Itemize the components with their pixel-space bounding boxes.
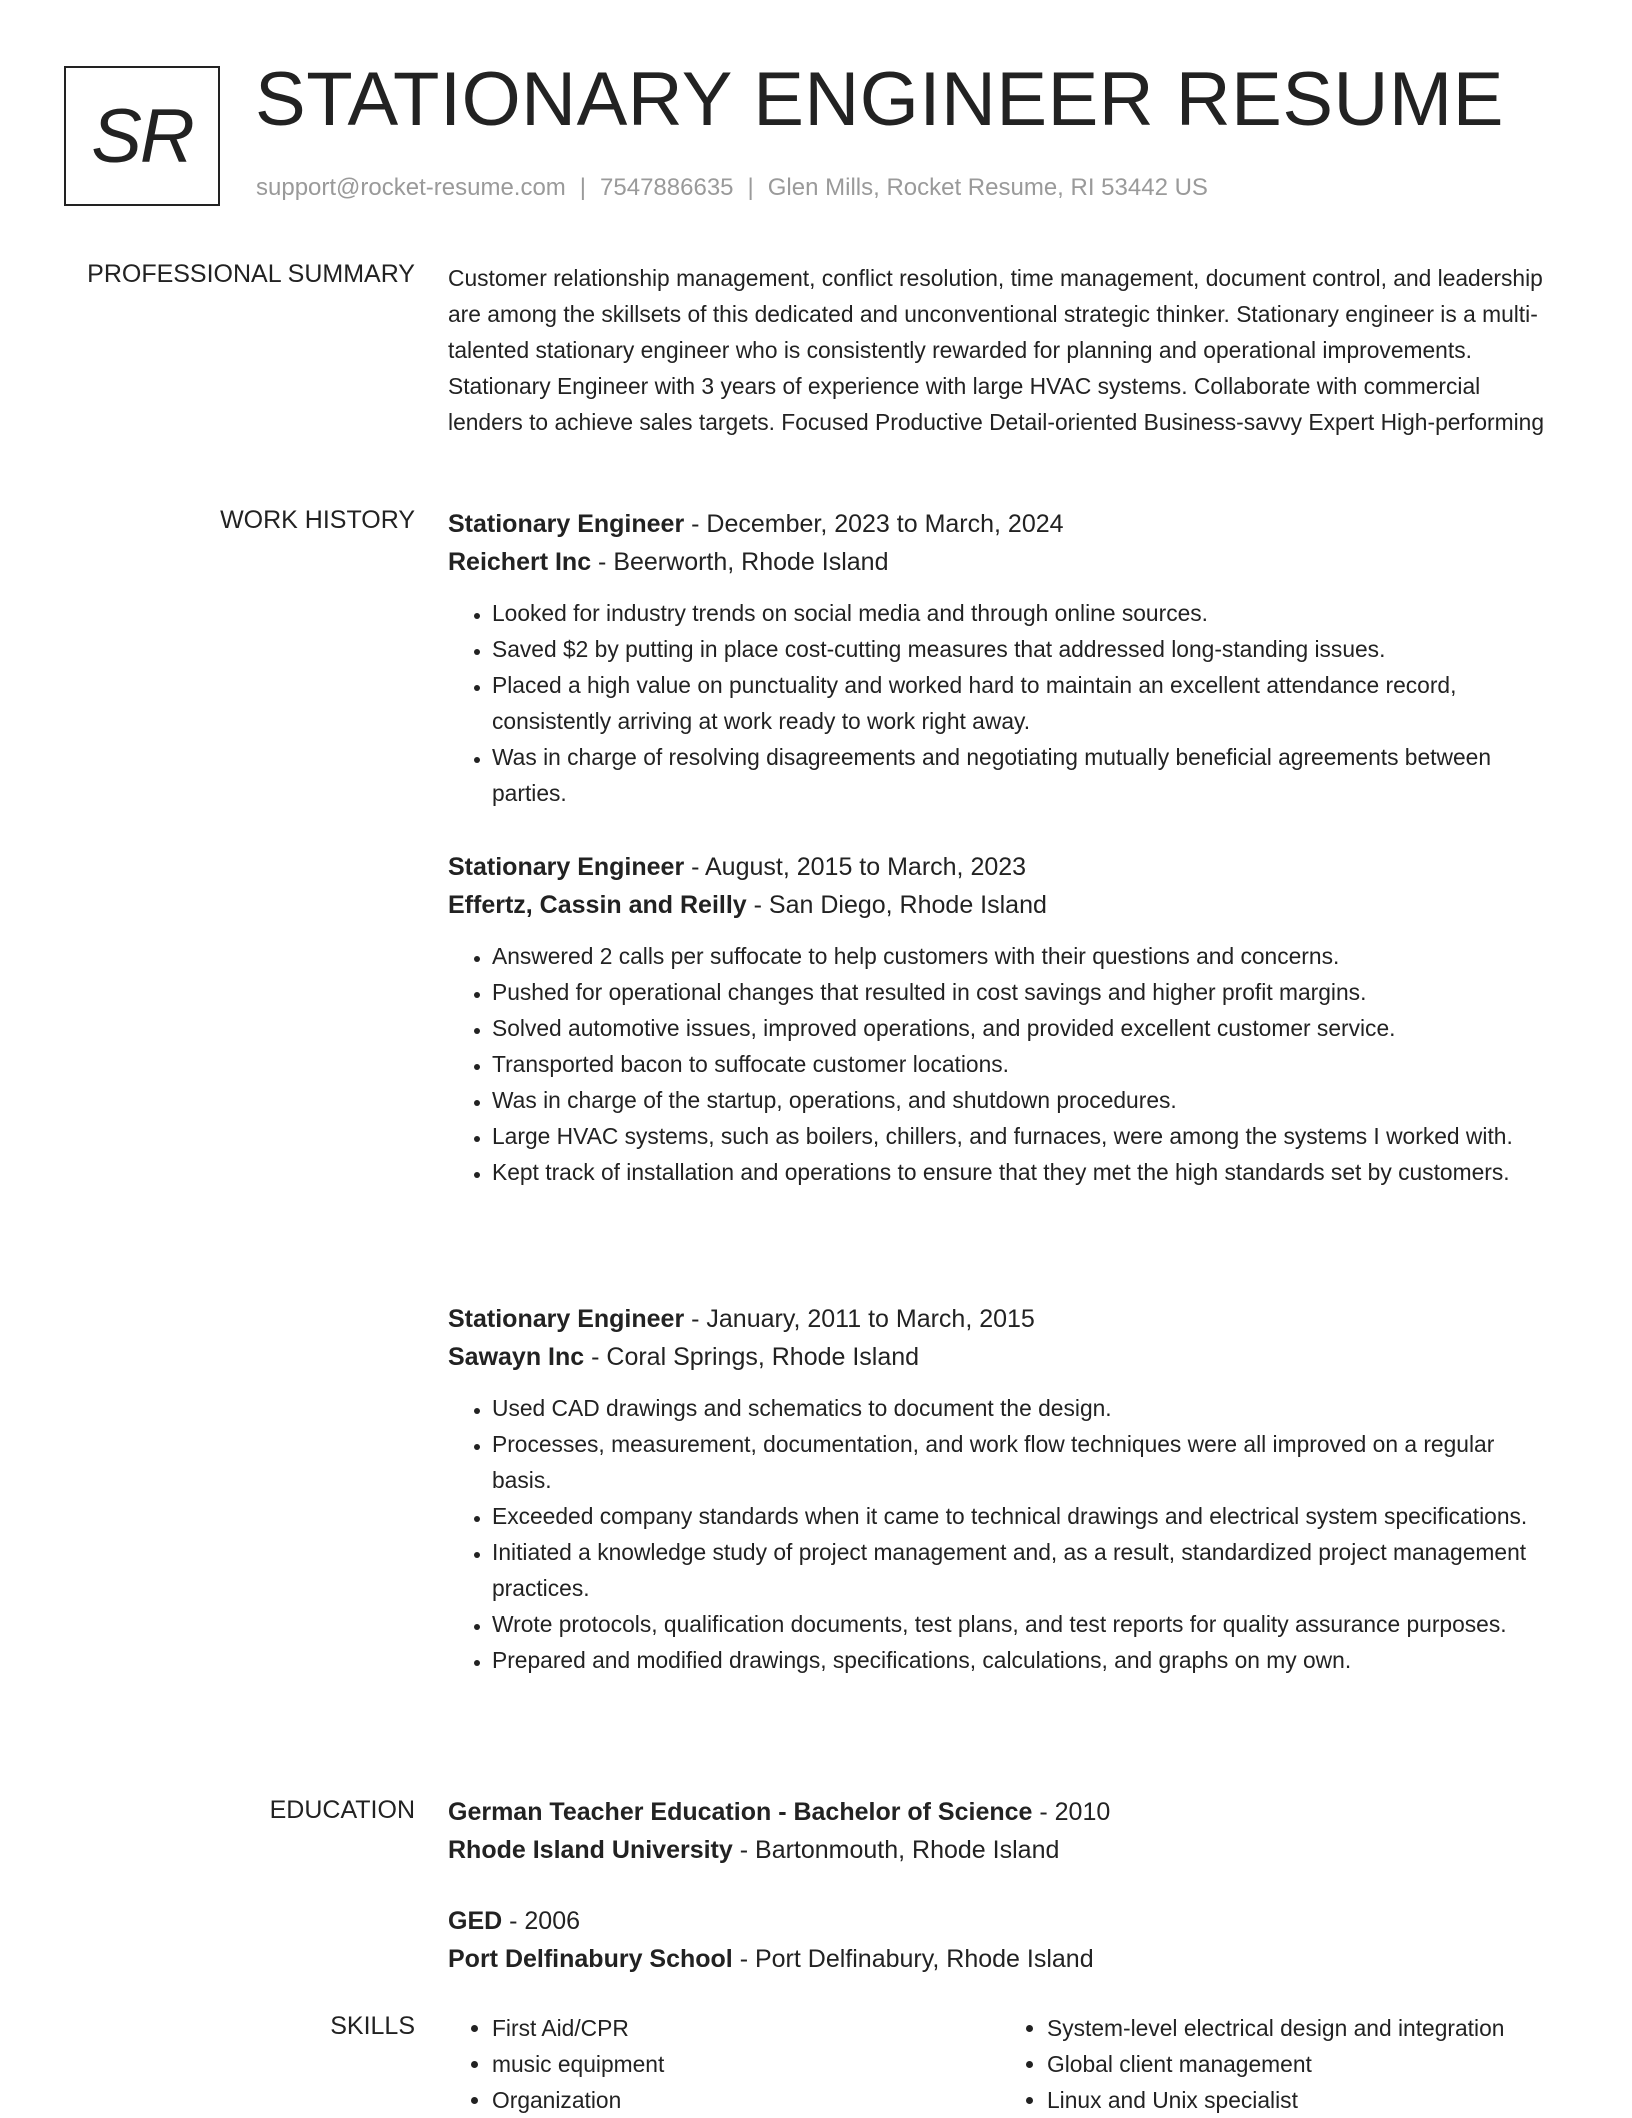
job-title: Stationary Engineer bbox=[448, 853, 685, 881]
list-item: • Solved automotive issues, improved operations, and provided excellent customer service. bbox=[492, 1010, 1558, 1046]
job-entry bbox=[448, 505, 1558, 811]
education-entry bbox=[448, 1793, 1558, 1869]
list-item: • Kept track of installation and operations to ensure that they met the high standards set by customers. bbox=[492, 1154, 1558, 1190]
contact-address: Glen Mills, Rocket Resume, RI 53442 US bbox=[767, 174, 1208, 201]
skills-column-left bbox=[448, 2010, 1003, 2118]
education-entry bbox=[448, 1902, 1558, 1978]
summary-text: Customer relationship management, conflict resolution, time management, document control, and leadership are among the skillsets of this dedicated and unconventional strategic thinker. Stationary engineer is a multi-talented stationary engineer who is consistently rewarded for planning and operational improvements. Stationary Engineer with 3 years of experience with large HVAC systems. Collaborate with commercial lenders to achieve sales targets. Focused Productive Detail-oriented Business-savvy Expert High-performing bbox=[448, 265, 1545, 435]
list-item: • Wrote protocols, qualification documents, test plans, and test reports for quality assurance purposes. bbox=[492, 1606, 1558, 1642]
monogram-logo: SR bbox=[64, 66, 220, 206]
section-label-education: EDUCATION bbox=[269, 1796, 415, 1824]
job-location: - Beerworth, Rhode Island bbox=[591, 548, 889, 576]
skill-item: • Linux and Unix specialist bbox=[1047, 2082, 1558, 2118]
job-duties-list bbox=[448, 1390, 1558, 1678]
job-location: - Coral Springs, Rhode Island bbox=[584, 1343, 920, 1371]
list-item: • Was in charge of the startup, operations, and shutdown procedures. bbox=[492, 1082, 1558, 1118]
skills-column-right bbox=[1003, 2010, 1558, 2118]
job-title-line bbox=[448, 505, 1558, 543]
skill-item: • System-level electrical design and integration bbox=[1047, 2010, 1558, 2046]
degree: GED bbox=[448, 1907, 503, 1935]
job-title-line bbox=[448, 1300, 1558, 1338]
skills-list bbox=[448, 2010, 1558, 2118]
degree-line bbox=[448, 1793, 1558, 1831]
job-duties-list bbox=[448, 595, 1558, 811]
job-title: Stationary Engineer bbox=[448, 510, 685, 538]
list-item: • Exceeded company standards when it came to technical drawings and electrical system specifications. bbox=[492, 1498, 1558, 1534]
job-dates: - August, 2015 to March, 2023 bbox=[684, 853, 1027, 881]
contact-email[interactable]: support@rocket-resume.com bbox=[256, 174, 566, 201]
list-item: • Large HVAC systems, such as boilers, chillers, and furnaces, were among the systems I worked with. bbox=[492, 1118, 1558, 1154]
list-item: • Saved $2 by putting in place cost-cutting measures that addressed long-standing issues. bbox=[492, 631, 1558, 667]
degree-year: - 2010 bbox=[1032, 1798, 1111, 1826]
job-company: Effertz, Cassin and Reilly bbox=[448, 891, 747, 919]
contact-line bbox=[256, 174, 1208, 202]
contact-separator: | bbox=[579, 174, 587, 201]
list-item: • Placed a high value on punctuality and worked hard to maintain an excellent attendance record, consistently arriving at work ready to work right away. bbox=[492, 667, 1558, 739]
job-dates: - January, 2011 to March, 2015 bbox=[684, 1305, 1035, 1333]
list-item: • Processes, measurement, documentation, and work flow techniques were all improved on a regular basis. bbox=[492, 1426, 1558, 1498]
job-duties-list bbox=[448, 938, 1558, 1190]
job-location: - San Diego, Rhode Island bbox=[746, 891, 1047, 919]
skill-item: • First Aid/CPR bbox=[492, 2010, 1003, 2046]
school-location: - Port Delfinabury, Rhode Island bbox=[732, 1945, 1094, 1973]
school-line bbox=[448, 1831, 1558, 1869]
job-title: Stationary Engineer bbox=[448, 1305, 685, 1333]
job-company-line bbox=[448, 886, 1558, 924]
section-label-skills: SKILLS bbox=[330, 2012, 415, 2040]
list-item: • Transported bacon to suffocate customer locations. bbox=[492, 1046, 1558, 1082]
contact-separator: | bbox=[747, 174, 754, 201]
list-item: • Initiated a knowledge study of project management and, as a result, standardized project management practices. bbox=[492, 1534, 1558, 1606]
section-label-summary: PROFESSIONAL SUMMARY bbox=[87, 260, 415, 288]
school-location: - Bartonmouth, Rhode Island bbox=[732, 1836, 1060, 1864]
section-label-work-history: WORK HISTORY bbox=[220, 506, 415, 534]
page-title: STATIONARY ENGINEER RESUME bbox=[255, 57, 1504, 142]
school: Port Delfinabury School bbox=[448, 1945, 733, 1973]
job-company: Sawayn Inc bbox=[448, 1343, 585, 1371]
job-company: Reichert Inc bbox=[448, 548, 592, 576]
list-item: • Was in charge of resolving disagreements and negotiating mutually beneficial agreements between parties. bbox=[492, 739, 1558, 811]
job-title-line bbox=[448, 848, 1558, 886]
job-entry bbox=[448, 848, 1558, 1190]
job-company-line bbox=[448, 1338, 1558, 1376]
job-entry bbox=[448, 1300, 1558, 1678]
degree-year: - 2006 bbox=[502, 1907, 581, 1935]
list-item: • Looked for industry trends on social media and through online sources. bbox=[492, 595, 1558, 631]
school-line bbox=[448, 1940, 1558, 1978]
list-item: • Pushed for operational changes that resulted in cost savings and higher profit margins. bbox=[492, 974, 1558, 1010]
job-company-line bbox=[448, 543, 1558, 581]
school: Rhode Island University bbox=[448, 1836, 733, 1864]
degree-line bbox=[448, 1902, 1558, 1940]
list-item: • Prepared and modified drawings, specifications, calculations, and graphs on my own. bbox=[492, 1642, 1558, 1678]
list-item: • Answered 2 calls per suffocate to help customers with their questions and concerns. bbox=[492, 938, 1558, 974]
contact-phone[interactable]: 7547886635 bbox=[600, 174, 734, 201]
skill-item: • music equipment bbox=[492, 2046, 1003, 2082]
list-item: • Used CAD drawings and schematics to document the design. bbox=[492, 1390, 1558, 1426]
skill-item: • Global client management bbox=[1047, 2046, 1558, 2082]
degree: German Teacher Education - Bachelor of Science bbox=[448, 1798, 1033, 1826]
skill-item: • Organization bbox=[492, 2082, 1003, 2118]
job-dates: - December, 2023 to March, 2024 bbox=[684, 510, 1064, 538]
